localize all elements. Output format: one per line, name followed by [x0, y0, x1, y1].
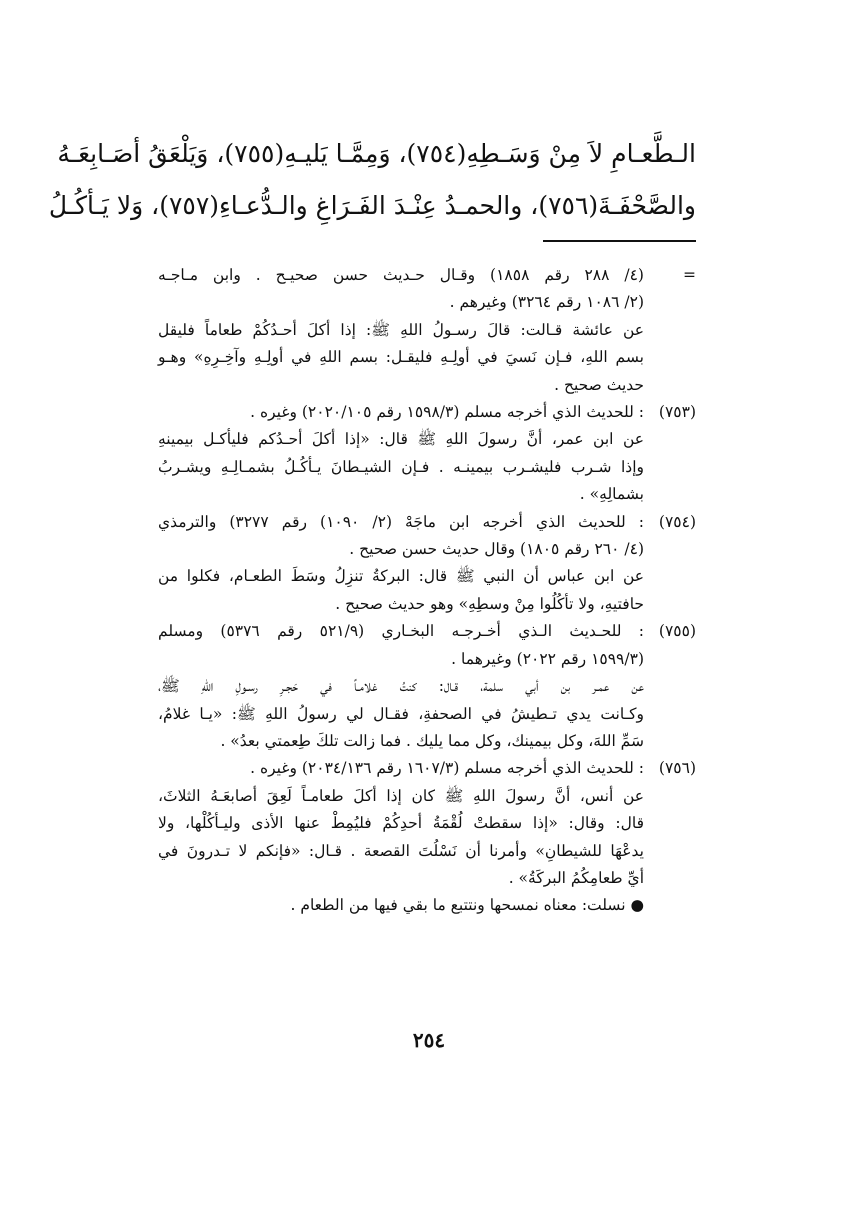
footnote-line: عن أنس، أنَّ رسولَ اللهِ ﷺ كان إذا أكلَ طعامـاً لَعِقَ أصابعَـهُ الثلاثَ،	[158, 786, 644, 805]
main-text-line: والصَّحْفَـةَ(٧٥٦)، والحمـدُ عِنْـدَ الفَـرَاغِ والـدُّعـاءِ(٧٥٧)، وَلا يَـأكُـلُ	[48, 191, 696, 220]
footnotes	[158, 262, 696, 920]
footnote-753	[158, 399, 696, 509]
footnote-line: (٤/ ٢٦٠ رقم ١٨٠٥) وقال حديث حسن صحيح .	[349, 540, 644, 559]
footnote-line: عن ابن عمر، أنَّ رسولَ اللهِ ﷺ قال: «إذا أكلَ أحـدُكم فليأكـل بيمينهِ	[158, 430, 644, 449]
footnote-line: عن عائشة قـالت: قالَ رسـولُ اللهِ ﷺ: إذا أكلَ أحـدُكُمْ طعاماً فليقل	[158, 320, 644, 339]
footnote-line: بسم اللهِ، فـإن نَسيَ في أولِـهِ فليقـل: بسم اللهِ في أولِـهِ وآخِـرِهِ» وهـو	[158, 348, 644, 367]
footnote-separator	[543, 240, 696, 242]
footnote-line: يدعْهَا للشيطانِ» وأمرنا أن نَسْلُتَ القصعة . قـال: «فإنكم لا تـدرونَ في	[158, 841, 644, 860]
footnote-754	[158, 509, 696, 619]
footnote-continuation	[158, 262, 696, 399]
footnote-number: (٧٥٦)	[658, 759, 696, 778]
footnote-line: أيِّ طعامِكُمُ البركَةُ» .	[508, 868, 644, 887]
footnote-line: (٤/ ٢٨٨ رقم ١٨٥٨) وقـال حـديث حسن صحيـح . وابن مـاجـه	[158, 266, 644, 284]
footnote-number: (٧٥٤)	[658, 512, 696, 531]
footnote-line: عن ابن عباس أن النبي ﷺ قال: البركةُ تنزِلُ وسَطَ الطعـام، فكلوا من	[158, 567, 644, 586]
footnote-line: (١٥٩٩/٣ رقم ٢٠٢٢) وغيرهما .	[451, 649, 644, 668]
footnote-line: بشمالِهِ» .	[579, 485, 644, 504]
footnote-number: (٧٥٣)	[658, 403, 696, 422]
footnote-line: : للحديث الذي أخرجه مسلم (١٦٠٧/٣ رقم ٢٠٣٤/١٣٦) وغيره .	[250, 759, 644, 778]
footnote-line: حديث صحيح .	[554, 375, 644, 394]
footnote-line: : للحديث الذي أخرجه مسلم (١٥٩٨/٣ رقم ٢٠٢٠/١٠٥) وغيره .	[250, 403, 644, 422]
footnote-line: : للحديث الذي أخرجه ابن ماجَهْ (٢/ ١٠٩٠) رقم ٣٢٧٧) والترمذي	[158, 512, 644, 531]
footnote-line: عن عمـر بن أبي سلمة، قـال: كنتُ غلامـاً في حَجـرِ رسـولِ اللهِ ﷺ،	[158, 677, 644, 696]
footnote-number: (٧٥٥)	[658, 622, 696, 641]
footnote-line: قال: وقال: «إذا سقطتْ لُقْمَةُ أحدِكُمْ فليُمِطْ عنها الأذى وليـأكُلْها، ولا	[158, 814, 644, 833]
footnote-line: وإذا شـرب فليشـرب بيمينـه . فـإن الشيـطانَ يـأكُـلُ بشمـالِـهِ ويشـربُ	[158, 457, 644, 476]
footnote-line: : للحـديث الـذي أخـرجـه البخـاري (٥٢١/٩ رقم ٥٣٧٦) ومسلم	[158, 622, 644, 641]
footnote-756	[158, 755, 696, 919]
main-text	[48, 128, 696, 232]
glossary-note: ● نسلت: معناه نمسحها ونتتبع ما بقي فيها من الطعام .	[290, 896, 644, 915]
continuation-marker: =	[683, 266, 696, 284]
footnote-line: سَمِّ اللهَ، وكل بيمينك، وكل مما يليك . فما زالت تلكَ طِعمتي بعدُ» .	[220, 731, 644, 750]
footnote-line: (٢/ ١٠٨٦ رقم ٣٢٦٤) وغيرهم .	[449, 293, 644, 312]
main-text-line: الـطَّعـامِ لاَ مِنْ وَسَـطِهِ(٧٥٤)، وَمِمَّـا يَليـهِ(٧٥٥)، وَيَلْعَقُ أصَـابِعَـهُ	[57, 139, 696, 168]
footnote-line: حافتيهِ، ولا تأكُلُوا مِنْ وسطِهِ» وهو حديث صحيح .	[335, 594, 644, 613]
page-number: ٢٥٤	[412, 1028, 446, 1052]
footnote-755	[158, 618, 696, 755]
footnote-line: وكـانت يدي تـطيشُ في الصحفةِ، فقـال لي رسولُ اللهِ ﷺ: «يـا غلامُ،	[158, 704, 644, 723]
